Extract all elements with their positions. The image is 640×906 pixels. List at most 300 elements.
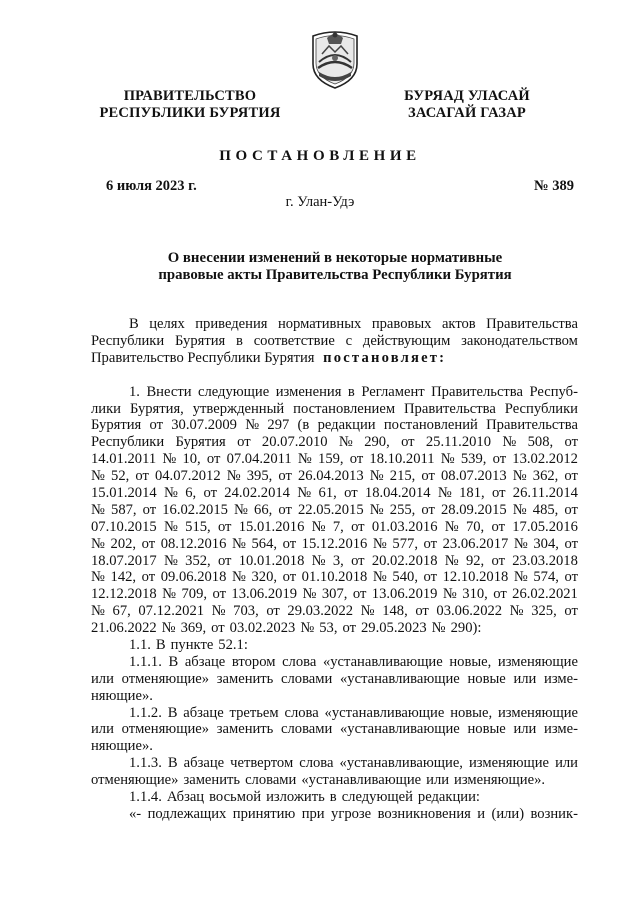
word: при — [301, 805, 325, 822]
word: 142, — [110, 569, 137, 586]
word: 92, — [465, 552, 485, 569]
word: 485, — [532, 501, 559, 518]
word: Республики — [504, 400, 578, 417]
word: 320, — [251, 569, 278, 586]
item-1-1-4 — [91, 789, 578, 806]
word: «устанавливающие — [301, 772, 422, 789]
word: 539, — [460, 451, 487, 468]
document-type-title: ПОСТАНОВЛЕНИЕ — [219, 148, 421, 164]
word: соответствие — [253, 332, 335, 349]
word: от — [492, 451, 507, 468]
text-line — [91, 569, 578, 586]
word: втором — [231, 653, 276, 670]
word: от — [211, 620, 225, 637]
word: 564, — [251, 535, 278, 552]
word: угрозе — [331, 805, 372, 822]
word: изме- — [544, 670, 578, 687]
word: изменяющие — [469, 755, 550, 772]
document-date: 6 июля 2023 г. — [106, 178, 197, 194]
text-line — [91, 468, 578, 485]
word: № — [297, 485, 312, 502]
word: новые — [467, 721, 506, 738]
word: № — [161, 620, 176, 637]
word: 13.02.2012 — [512, 451, 578, 468]
text-line — [91, 519, 578, 536]
word: 26.11.2014 — [512, 485, 578, 502]
word: 1. — [129, 383, 140, 400]
word: от — [421, 468, 435, 485]
word: В — [129, 316, 139, 332]
government-name-russian — [90, 88, 290, 122]
header-left-line2: РЕСПУБЛИКИ БУРЯТИЯ — [99, 105, 281, 121]
word: слова — [299, 755, 334, 772]
word: 3, — [332, 552, 344, 569]
word: В — [167, 704, 178, 721]
coat-of-arms-icon — [307, 26, 363, 90]
word: 18.10.2011 — [369, 451, 435, 468]
word: 290, — [364, 434, 390, 451]
word: 18.04.2014 — [364, 485, 431, 502]
word: следующей — [341, 789, 413, 806]
word: от — [278, 501, 292, 518]
word: 26.04.2013 — [297, 468, 364, 485]
word: 181, — [459, 485, 485, 502]
word: от — [149, 417, 163, 434]
text-line — [91, 671, 578, 688]
word: актов — [441, 316, 476, 332]
word: 508, — [527, 434, 554, 451]
word: от — [342, 620, 356, 637]
word: лики — [91, 400, 121, 417]
word: действующим — [362, 332, 451, 349]
word: и — [477, 805, 486, 822]
word: или — [91, 670, 114, 687]
word: отменяющие» — [121, 721, 210, 738]
word: 15.01.2016 — [238, 518, 305, 535]
word: № — [440, 451, 455, 468]
word: абзаце — [183, 704, 224, 721]
word: № — [369, 468, 384, 485]
word: № — [91, 603, 105, 620]
item-1-1-3 — [91, 755, 578, 789]
word: 6, — [185, 485, 197, 502]
word: заменить — [216, 670, 274, 687]
word: (или) — [491, 805, 525, 822]
word: № — [91, 535, 105, 552]
word: 03.06.2022 — [436, 603, 503, 620]
word: 24.02.2014 — [224, 485, 290, 502]
word: 08.07.2013 — [440, 468, 507, 485]
word: изме- — [544, 721, 578, 738]
word: или — [555, 755, 578, 772]
word: от — [491, 518, 505, 535]
word: «устанавливающие — [322, 653, 443, 670]
text-line — [91, 384, 578, 401]
word: № — [91, 569, 105, 586]
word: 17.05.2016 — [512, 518, 578, 535]
word: 67, — [112, 603, 131, 620]
word: № — [360, 603, 375, 620]
word: Правительства — [431, 383, 523, 400]
word: от — [493, 586, 507, 603]
word: № — [300, 620, 315, 637]
word: № — [444, 552, 459, 569]
word: № — [431, 620, 446, 637]
word: 01.03.2016 — [371, 518, 438, 535]
word: Бурятия — [91, 417, 142, 434]
word: приведения — [195, 316, 268, 332]
word: Бурятия — [175, 332, 226, 349]
word: от — [415, 603, 429, 620]
word: 1.1. — [129, 637, 151, 654]
word: следующие — [198, 383, 270, 400]
word: принятию — [232, 805, 296, 822]
word: от — [217, 518, 232, 535]
word: № — [231, 569, 246, 586]
item-1-1 — [91, 637, 578, 654]
word: редакции: — [417, 789, 480, 806]
preamble-line-3 — [91, 350, 578, 367]
paragraph-1 — [91, 384, 578, 637]
word: № — [502, 434, 517, 451]
word: 297 — [267, 417, 290, 434]
word: 369, — [180, 620, 207, 637]
text-line — [91, 620, 578, 637]
word: третьем — [229, 704, 279, 721]
subject-line1: О внесении изменений в некоторые нормативные — [167, 250, 503, 266]
word: 352, — [185, 552, 211, 569]
word: В — [155, 637, 166, 654]
text-line — [91, 755, 578, 772]
word: № — [513, 569, 528, 586]
word: правовых — [371, 316, 432, 332]
word: 29.05.2023 — [360, 620, 427, 637]
word: от — [282, 535, 297, 552]
word: 52, — [111, 468, 130, 485]
word: 10.01.2018 — [238, 552, 305, 569]
word: от — [352, 586, 367, 603]
word: заменить — [216, 721, 274, 738]
word: 15.12.2016 — [301, 535, 368, 552]
word: или — [426, 772, 450, 789]
text-line — [91, 654, 578, 671]
word: от — [423, 535, 438, 552]
text-line — [91, 417, 578, 434]
text-line — [91, 688, 578, 705]
document-number: № 389 — [534, 178, 574, 194]
word: от — [212, 586, 226, 603]
word: № — [311, 518, 326, 535]
word: № — [302, 586, 317, 603]
word: 08.12.2016 — [160, 535, 227, 552]
word: 290): — [450, 620, 482, 637]
word: № — [226, 468, 241, 485]
text-line — [91, 705, 578, 722]
word: няющие». — [91, 738, 153, 755]
word: 30.07.2009 — [171, 417, 237, 434]
word: от — [282, 569, 297, 586]
word: изменяющие — [497, 653, 578, 670]
preamble-line — [91, 333, 578, 350]
word: от — [421, 501, 435, 518]
word: словами — [245, 772, 297, 789]
word: № — [372, 569, 387, 586]
word: от — [564, 468, 578, 485]
word: 148, — [382, 603, 408, 620]
text-line — [91, 485, 578, 502]
word: от — [141, 569, 156, 586]
word: № — [509, 603, 524, 620]
text-line — [91, 553, 578, 570]
word: 577, — [392, 535, 418, 552]
word: 20.07.2010 — [261, 434, 328, 451]
header-right-line1: БУРЯАД УЛАСАЙ — [404, 88, 530, 104]
word: или — [513, 670, 537, 687]
word: 25.11.2010 — [425, 434, 492, 451]
word: Внести — [146, 383, 192, 400]
word: от — [564, 501, 578, 518]
word: 703, — [233, 603, 259, 620]
word: от — [278, 468, 292, 485]
word: 1.1.3. — [129, 755, 162, 772]
word: в — [236, 332, 243, 349]
word: № — [512, 501, 527, 518]
word: словами — [281, 721, 333, 738]
word: абзаце — [183, 755, 225, 772]
word: 70, — [465, 518, 485, 535]
word: № — [338, 434, 353, 451]
text-line — [91, 603, 578, 620]
item-1-1-2 — [91, 705, 578, 756]
word: от — [423, 569, 438, 586]
word: 66, — [254, 501, 273, 518]
word: № — [297, 451, 312, 468]
word: 22.05.2015 — [297, 501, 364, 518]
word: от — [237, 434, 251, 451]
text-line — [91, 721, 578, 738]
word: Республики — [91, 332, 165, 349]
word: 304, — [533, 535, 559, 552]
word: целях — [149, 316, 185, 332]
word: от — [206, 451, 221, 468]
word: пункте — [170, 637, 214, 654]
word: от — [142, 501, 157, 518]
word: 61, — [318, 485, 337, 502]
word: 325, — [531, 603, 557, 620]
word: 07.12.2021 — [138, 603, 205, 620]
document-city: г. Улан-Удэ — [285, 194, 355, 210]
word: слова — [282, 653, 317, 670]
word: 13.06.2019 — [231, 586, 298, 603]
word: 310, — [462, 586, 488, 603]
word: от — [351, 518, 365, 535]
word: Правительства — [486, 417, 578, 434]
word: 07.10.2015 — [91, 518, 157, 535]
text-line — [91, 536, 578, 553]
government-name-buryat — [380, 88, 554, 122]
word: № — [163, 485, 178, 502]
preamble-line — [91, 316, 578, 333]
word: от — [135, 468, 149, 485]
text-line — [91, 738, 578, 755]
word: утвержденный — [192, 400, 285, 417]
word: четвертом — [230, 755, 294, 772]
word: 1.1.2. — [129, 704, 162, 721]
word: няющие». — [91, 687, 153, 704]
word: подлежащих — [147, 805, 227, 822]
word: 52.1: — [218, 637, 248, 654]
word: № — [442, 586, 457, 603]
word: в — [347, 383, 355, 400]
word: № — [91, 468, 105, 485]
text-line — [91, 586, 578, 603]
word: № — [513, 535, 528, 552]
word: отменяющие» — [91, 772, 179, 789]
word: В — [167, 755, 178, 772]
word: от — [491, 485, 506, 502]
word: № — [437, 485, 452, 502]
text-line — [91, 401, 578, 418]
word: 23.06.2017 — [442, 535, 509, 552]
word: новые, — [450, 704, 493, 721]
word: № — [311, 552, 326, 569]
word: Бурятия, — [129, 400, 184, 417]
word: или — [91, 721, 114, 738]
word: «устанавливающие — [340, 721, 460, 738]
word: 362, — [532, 468, 559, 485]
word: изменяющие — [497, 704, 578, 721]
word: Правительства — [486, 316, 578, 332]
word: 1.1.4. — [129, 789, 162, 806]
word: 10, — [182, 451, 201, 468]
word: возникновения — [377, 805, 471, 822]
word: с — [345, 332, 353, 349]
word: (в — [297, 417, 310, 434]
quote-line — [91, 806, 578, 823]
word: 7, — [332, 518, 344, 535]
word: 16.02.2015 — [162, 501, 228, 518]
word: 14.01.2011 — [91, 451, 157, 468]
word: абзаце — [184, 653, 226, 670]
word: 53, — [319, 620, 338, 637]
word: 540, — [392, 569, 418, 586]
word: 202, — [110, 535, 137, 552]
word: 307, — [321, 586, 348, 603]
word: 28.09.2015 — [440, 501, 507, 518]
document-body — [91, 316, 578, 823]
word: Регламент — [361, 383, 425, 400]
word: 20.02.2018 — [371, 552, 438, 569]
word: изменения — [275, 383, 342, 400]
word: 12.10.2018 — [442, 569, 509, 586]
text-line — [91, 434, 578, 451]
word: 574, — [533, 569, 559, 586]
word: «устанавливающие — [340, 670, 460, 687]
word: 29.03.2022 — [287, 603, 354, 620]
word: законодательством — [461, 332, 578, 349]
word: «устанавливающие — [324, 704, 445, 721]
word: 215, — [389, 468, 416, 485]
word: № — [162, 451, 177, 468]
word: восьмой — [209, 789, 262, 806]
word: 12.12.2018 — [91, 586, 157, 603]
document-subject — [100, 250, 570, 284]
word: от — [266, 603, 280, 620]
word: Респуб- — [529, 383, 578, 400]
header-right-line2: ЗАСАГАЙ ГАЗАР — [408, 105, 526, 121]
header-left-line1: ПРАВИТЕЛЬСТВО — [123, 88, 257, 104]
word: 21.06.2022 — [91, 620, 157, 637]
word: постановлений — [383, 417, 478, 434]
subject-line2: правовые акты Правительства Республики Бурятия — [158, 267, 512, 283]
word: 01.10.2018 — [301, 569, 368, 586]
word: от — [349, 451, 364, 468]
word: новые — [467, 670, 506, 687]
word: В — [168, 653, 179, 670]
word: изменяющие». — [454, 772, 546, 789]
word: от — [564, 603, 578, 620]
word: от — [564, 434, 578, 451]
word: словами — [281, 670, 333, 687]
word: 26.02.2021 — [512, 586, 578, 603]
word: от — [203, 485, 217, 502]
word: № — [369, 501, 384, 518]
word: № — [372, 535, 387, 552]
word: Республики — [91, 434, 165, 451]
word: «устанавливающие, — [339, 755, 463, 772]
word: № — [234, 501, 248, 518]
word: отменяющие» — [121, 670, 210, 687]
word: 07.04.2011 — [226, 451, 292, 468]
word: от — [217, 552, 232, 569]
word: 13.06.2019 — [371, 586, 438, 603]
preamble-plain: Правительство Республики Бурятия — [91, 349, 315, 366]
word: 159, — [318, 451, 344, 468]
word: № — [163, 518, 178, 535]
word: 03.02.2023 — [229, 620, 296, 637]
word: в — [329, 789, 337, 806]
word: редакции — [317, 417, 376, 434]
word: № — [245, 417, 260, 434]
word: 587, — [111, 501, 137, 518]
word: от — [401, 434, 415, 451]
word: 395, — [246, 468, 273, 485]
word: № — [231, 535, 246, 552]
word: 18.07.2017 — [91, 552, 157, 569]
word: «- — [129, 805, 142, 822]
word: от — [564, 569, 578, 586]
word: № — [162, 586, 177, 603]
word: № — [163, 552, 178, 569]
text-line — [91, 451, 578, 468]
word: № — [91, 501, 105, 518]
word: или — [513, 721, 537, 738]
word: № — [444, 518, 459, 535]
word: 709, — [181, 586, 208, 603]
word: возник- — [530, 805, 578, 822]
word: новые, — [449, 653, 492, 670]
word: от — [491, 552, 505, 569]
word: от — [344, 485, 358, 502]
word: Бурятия — [175, 434, 226, 451]
word: 1.1.1. — [129, 653, 162, 670]
word: Правительства — [404, 400, 496, 417]
word: слова — [284, 704, 319, 721]
word: 23.03.2018 — [512, 552, 578, 569]
word: 09.06.2018 — [160, 569, 227, 586]
word: от — [564, 535, 578, 552]
word: изложить — [266, 789, 325, 806]
